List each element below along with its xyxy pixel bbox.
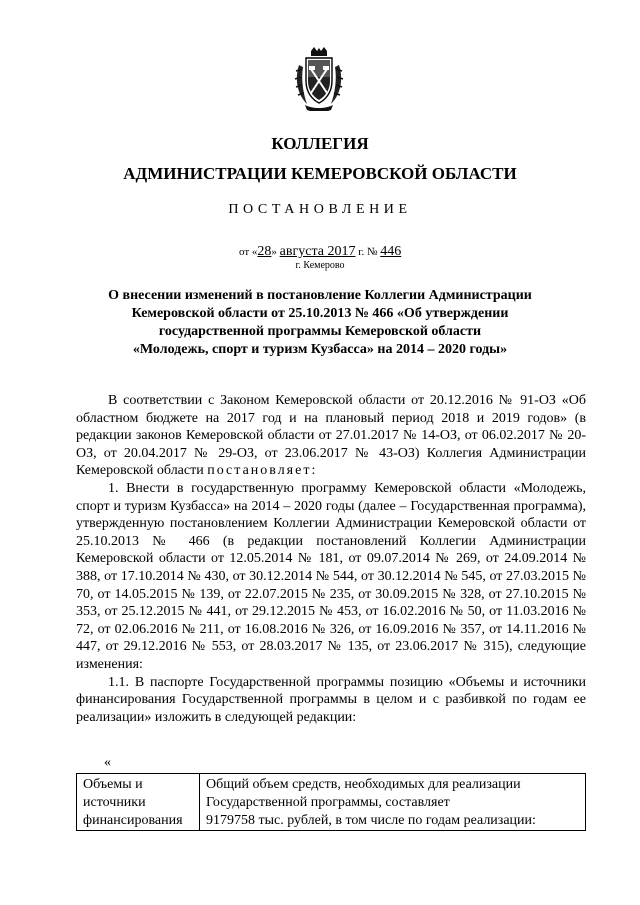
table-cell-label (77, 774, 200, 831)
coat-of-arms-icon (293, 47, 345, 111)
date-line (239, 244, 401, 260)
decree-word: постановляет: (207, 463, 318, 479)
document-body (76, 392, 586, 726)
cell-line: 9179758 тыс. рублей, в том числе по годам реализации: (206, 813, 536, 828)
table-row (77, 774, 586, 831)
cell-line: источники (83, 795, 146, 810)
title-line: государственной программы Кемеровской области (158, 324, 482, 339)
org-name-line2: АДМИНИСТРАЦИИ КЕМЕРОВСКОЙ ОБЛАСТИ (123, 164, 517, 183)
table-cell-value (200, 774, 586, 831)
financing-table (76, 773, 586, 831)
title-line: «Молодежь, спорт и туризм Кузбасса» на 2014 – 2020 годы» (132, 342, 508, 357)
preamble-paragraph (76, 392, 586, 480)
document-type: ПОСТАНОВЛЕНИЕ (228, 202, 412, 217)
date-prefix: от « (239, 246, 258, 258)
city: г. Кемерово (295, 260, 345, 271)
cell-line: Общий объем средств, необходимых для реализации (206, 777, 521, 792)
date-year-suffix: г. (358, 246, 365, 258)
cell-line: Объемы и (83, 777, 143, 792)
document-number: 446 (380, 244, 402, 259)
item-1-paragraph: 1. Внести в государственную программу Кемеровской области «Молодежь, спорт и туризм Кузбасса» на 2014 – 2020 годы (далее – Государственная программа), утвержденную постановлением Коллегии Администрации Кемеровской области от 25.10.2013 № 466 (в редакции постановлений Коллегии Администрации Кемеровской области от 12.05.2014 № 181, от 09.07.2014 № 269, от 24.09.2014 № 388, от 17.10.2014 № 430, от 30.12.2014 № 544, от 30.12.2014 № 545, от 27.03.2015 № 70, от 14.05.2015 № 139, от 22.07.2015 № 235, от 30.09.2015 № 328, от 27.10.2015 № 353, от 25.12.2015 № 441, от 29.12.2015 № 453, от 16.02.2016 № 50, от 11.03.2016 № 72, от 02.06.2016 № 211, от 16.08.2016 № 326, от 16.09.2016 № 357, от 14.11.2016 № 447, от 29.12.2016 № 553, от 28.03.2017 № 135, от 23.06.2017 № 315), следующие изменения: (76, 480, 586, 672)
title-line: О внесении изменений в постановление Коллегии Администрации (108, 288, 532, 303)
cell-line: Государственной программы, составляет (206, 795, 450, 810)
title-line: Кемеровской области от 25.10.2013 № 466 «Об утверждении (131, 306, 509, 321)
date-month-year: августа 2017 (279, 244, 356, 259)
item-1-1-paragraph: 1.1. В паспорте Государственной программы позицию «Объемы и источники финансирования Государственной программы в целом и с разбивкой по годам ее реализации» изложить в следующей редакции: (76, 674, 586, 725)
org-name-line1: КОЛЛЕГИЯ (271, 134, 369, 153)
preamble-text: В соответствии с Законом Кемеровской области от 20.12.2016 № 91-ОЗ «Об областном бюджете на 2017 год и на плановый период 2018 и 2019 годов» (в редакции законов Кемеровской области от 27.01.2017 № 14-ОЗ, от 06.02.2017 № 20-ОЗ, от 20.04.2017 № 29-ОЗ, от 23.06.2017 № 43-ОЗ) Коллегия Администрации Кемеровской области (76, 393, 586, 479)
document-title (0, 287, 640, 359)
opening-quote: « (104, 755, 111, 770)
date-day: 28 (257, 244, 272, 259)
number-prefix: № (367, 246, 378, 258)
date-mid: » (271, 246, 277, 258)
cell-line: финансирования (83, 813, 183, 828)
